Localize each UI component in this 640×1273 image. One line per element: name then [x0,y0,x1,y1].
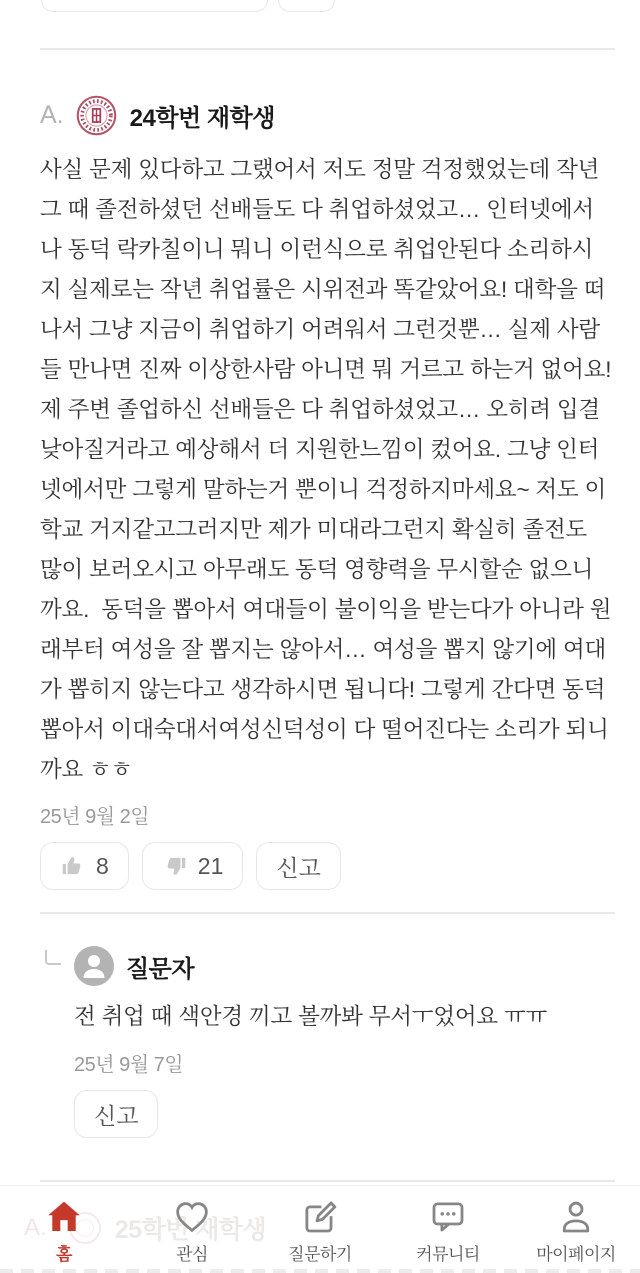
answer-header [40,93,614,137]
dislike-count: 21 [197,852,224,879]
tab-home[interactable] [0,1186,128,1273]
section-divider [40,48,615,50]
write-icon [299,1196,341,1238]
report-label: 신고 [94,1102,139,1129]
report-button[interactable] [256,842,340,890]
tab-favorites-label: 관심 [176,1245,208,1264]
tab-ask-question-label: 질문하기 [288,1245,352,1264]
answer-author: 24학번 재학생 [129,104,275,132]
answer-prefix-label: A. [40,100,64,129]
section-divider [40,1180,615,1182]
section-divider [40,912,615,914]
tab-community[interactable] [384,1186,512,1273]
answer-body: 사실 문제 있다하고 그랬어서 저도 정말 걱정했었는데 작년 그 때 졸전하셨던 선배들도 다 취업하셨었고… 인터넷에서나 동덕 락카칠이니 뭐니 이런식으로 취업안된다 소리하시지 실제로는 작년 취업률은 시위전과 똑같았어요! 대학을 떠나서 그냥 지금이 취업하기 어려워서 그런것뿐… 실제 사람들 만나면 진짜 이상한사람 아니면 뭐 거르고 하는거 없어요! 제 주변 졸업하신 선배들은 다 취업하셨었고… 오히려 입결 낮아질거라고 예상해서 더 지원한느낌이 컸어요. 그냥 인터넷에서만 그렇게 말하는거 뿐이니 걱정하지마세요~ 저도 이학교 거지같고그러지만 제가 미대라그런지 확실히 졸전도 많이 보러오시고 아무래도 동덕 영향력을 무시할순 없으니까요. 동덕을 뽑아서 여대들이 불이익을 받는다가 아니라 원래부터 여성을 잘 뽑지는 않아서… 여성을 뽑지 않기에 여대가 뽑히지 않는다고 생각하시면 됩니다! 그렇게 간다면 동덕뽑아서 이대숙대서여성신덕성이 다 떨어진다는 소리가 되니까요 ㅎㅎ [40,157,618,782]
tab-ask-question[interactable] [256,1186,384,1273]
tab-mypage[interactable] [512,1186,640,1273]
tab-favorites[interactable] [128,1186,256,1273]
report-label: 신고 [276,854,321,881]
answer-date: 25년 9월 2일 [40,806,150,828]
tab-community-label: 커뮤니티 [416,1245,480,1264]
answer-section [40,93,618,890]
reply-author: 질문자 [126,955,195,983]
reply-header [74,946,614,986]
clipped-buttons-row [0,0,640,12]
university-seal-icon [76,95,117,136]
reply-date: 25년 9월 7일 [74,1054,184,1076]
clipped-button[interactable] [278,0,335,12]
reply-section [45,946,614,1138]
thumbs-up-icon [60,853,86,879]
bottom-tab-bar [0,1185,640,1273]
questioner-avatar-icon [74,946,114,986]
reply-body: 전 취업 때 색안경 끼고 볼까봐 무서ㅜ었어요 ㅠㅠ [74,1004,548,1029]
watermark-prefix: A. [24,1214,47,1241]
dislike-button[interactable] [142,842,244,890]
tab-mypage-label: 마이페이지 [536,1245,616,1264]
home-icon [43,1196,85,1238]
reply-report-button[interactable] [74,1090,158,1138]
heart-icon [171,1196,213,1238]
like-button[interactable] [40,842,129,890]
thumbs-down-icon [162,853,188,879]
community-icon [427,1196,469,1238]
like-count: 8 [96,852,109,879]
reply-branch-icon [45,950,61,965]
mypage-icon [555,1196,597,1238]
clipped-text-artifact [0,1269,640,1273]
clipped-button[interactable] [41,0,268,12]
answer-actions [40,842,614,890]
watermark-text: 25학번 재학생 [114,1216,267,1244]
tab-home-label: 홈 [56,1245,72,1264]
